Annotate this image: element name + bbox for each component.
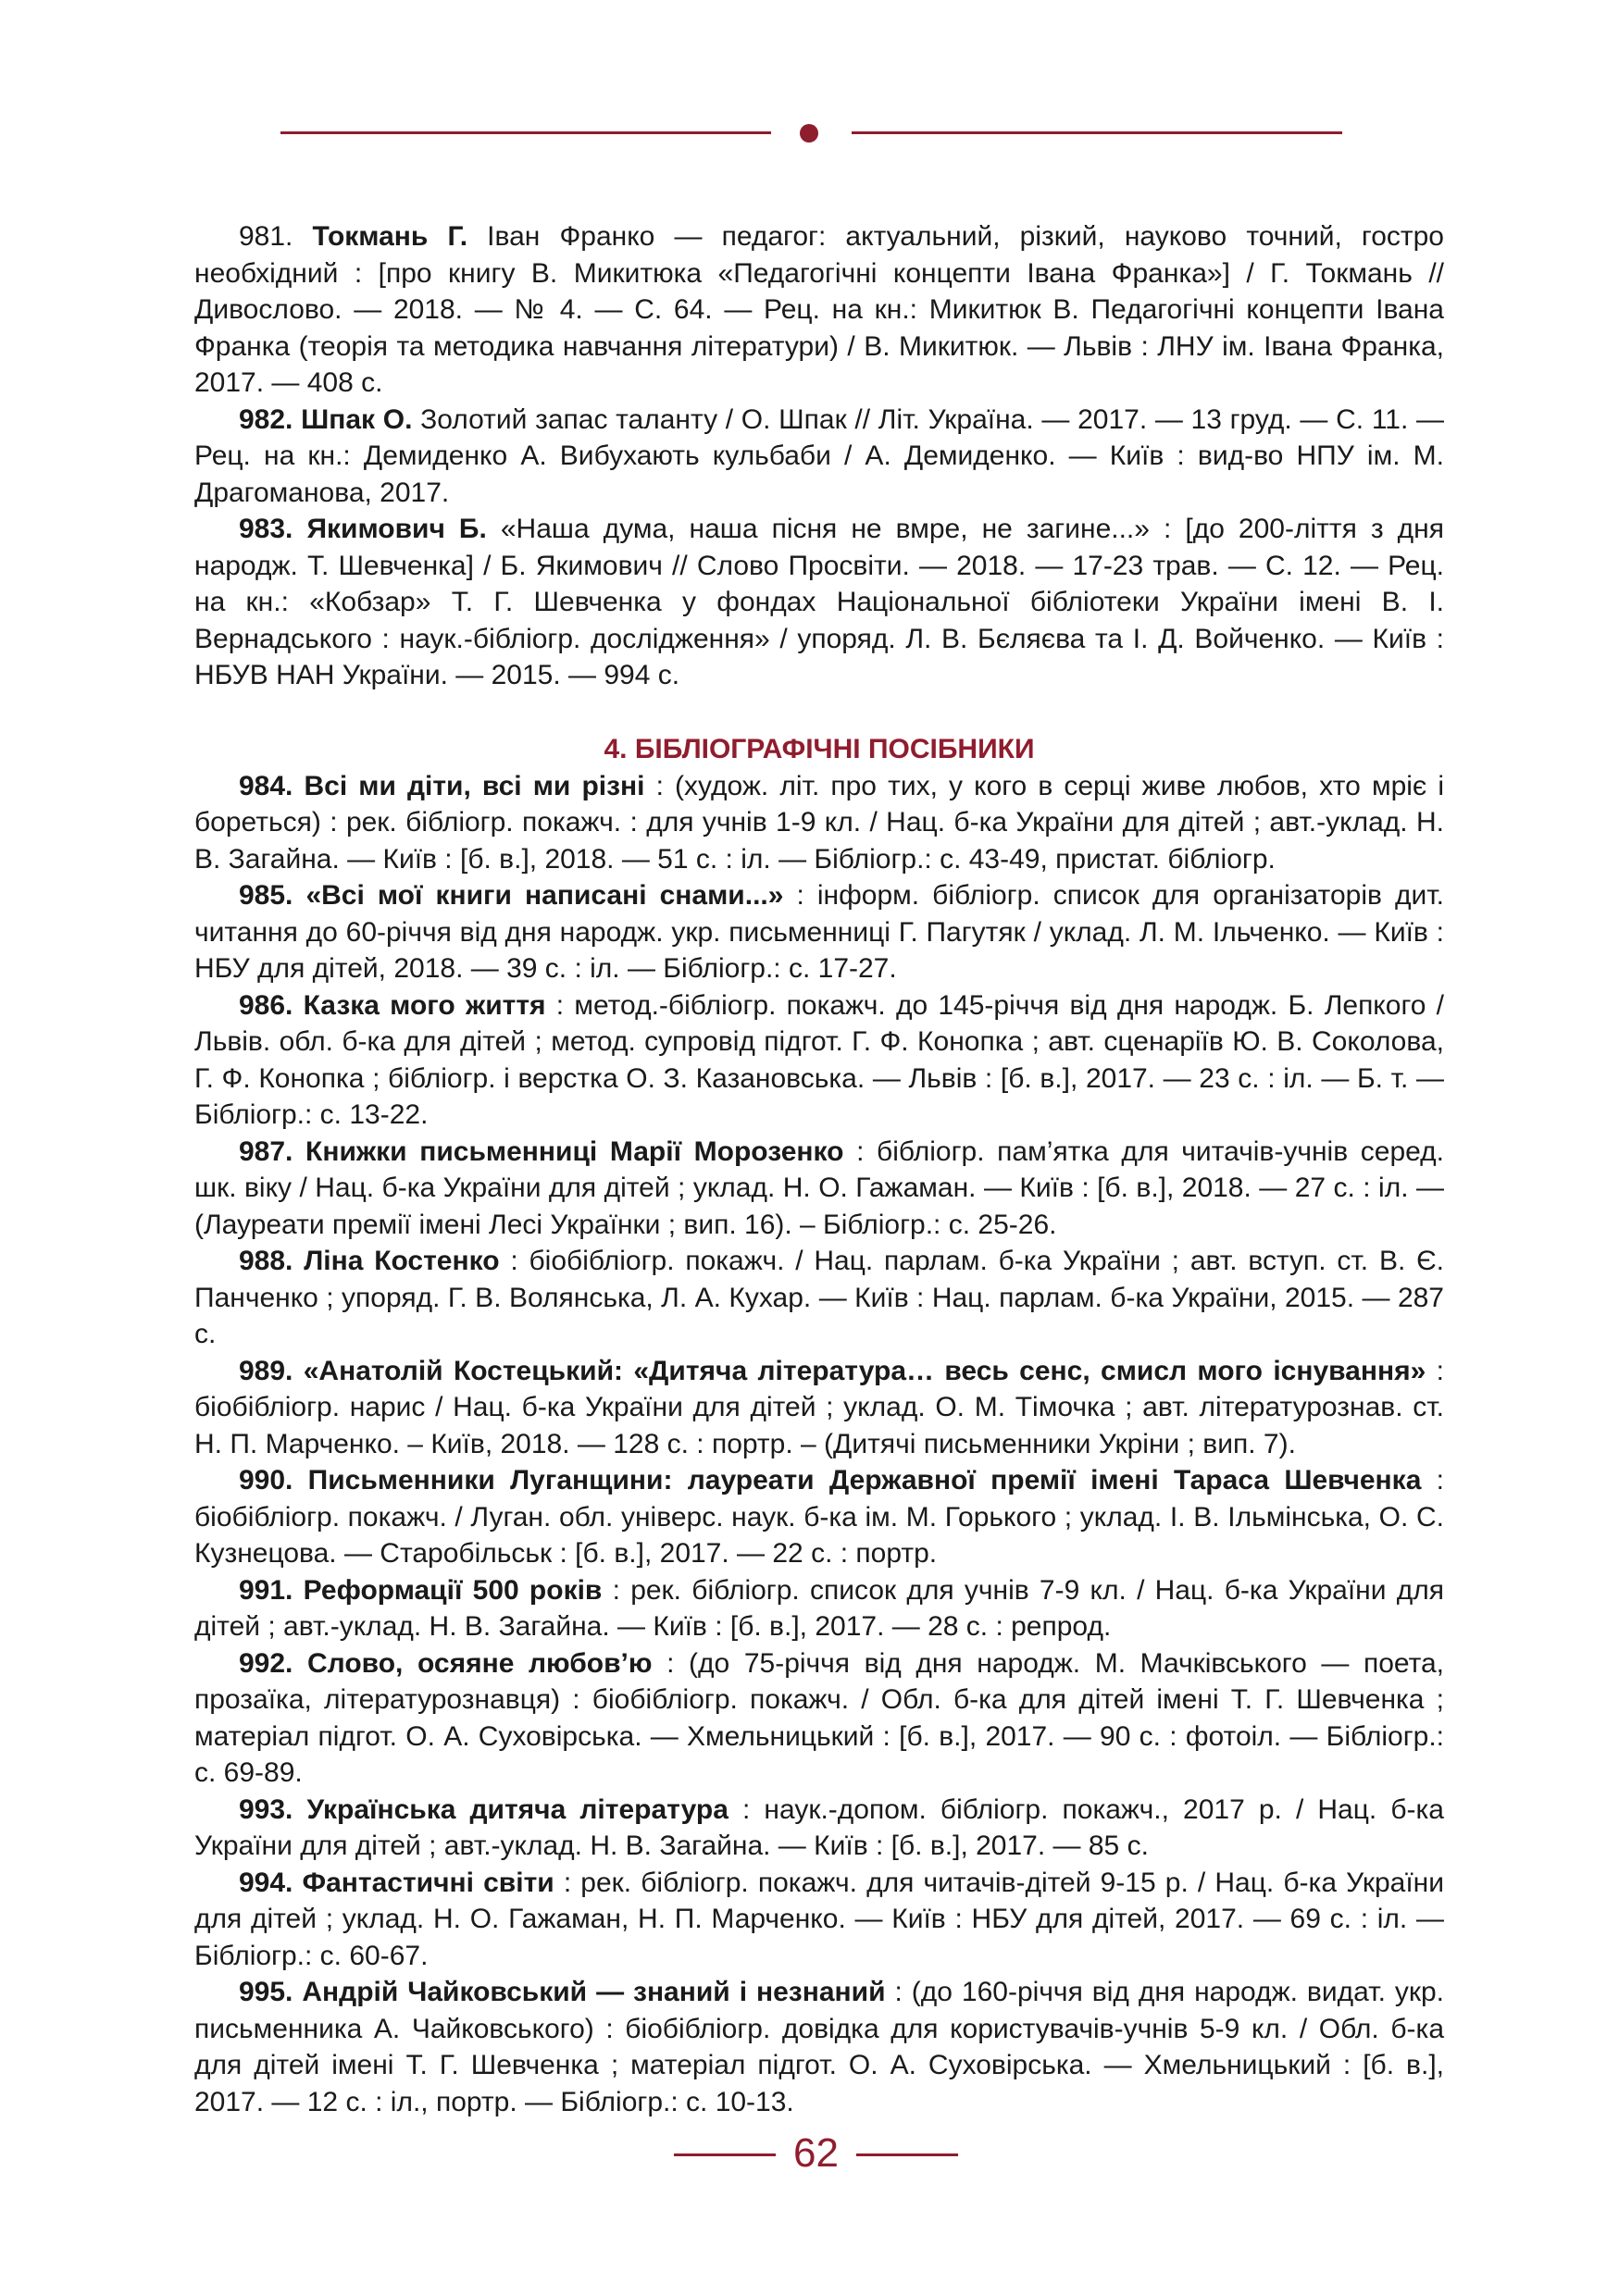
- bib-entry: [194, 1243, 1444, 1353]
- bib-entry: [194, 1353, 1444, 1463]
- entry-title: «Всі мої книги написані снами...»: [305, 880, 784, 911]
- entry-text: «Наша дума, наша пісня не вмре, не загине...» : [до 200-ліття з дня народж. Т. Шевченка] / Б. Якимович // Слово Просвіти. — 2018. — 17-23 трав. — С. 12. — Рец. на кн.: «Кобзар» Т. Г. Шевченка у фондах Національної бібліотеки України імені В. І. Вернадського : наук.-бібліогр. дослідження» / упоряд. Л. В. Бєляєва та І. Д. Войченко. — Київ : НБУВ НАН України. — 2015. — 994 с.: [194, 514, 1444, 690]
- page-number: 62: [793, 2130, 839, 2176]
- bib-entry: [194, 768, 1444, 878]
- entry-number: 987.: [239, 1136, 293, 1167]
- entry-title: Реформації 500 років: [303, 1574, 603, 1606]
- entry-number: 992.: [239, 1647, 293, 1679]
- bib-entry: [194, 1572, 1444, 1645]
- entry-title: «Анатолій Костецький: «Дитяча література… весь сенс, смисл мого існування»: [303, 1355, 1426, 1386]
- entry-text: : біобібліогр. покажч. / Луган. обл. універс. наук. б-ка ім. М. Горького ; уклад. І. В. Ільмінська, О. С. Кузнецова. — Старобільськ : [б. в.], 2017. — 22 с. : портр.: [194, 1465, 1445, 1569]
- header-dot-ornament: [800, 124, 818, 143]
- entry-title: Книжки письменниці Марії Морозенко: [305, 1136, 844, 1167]
- header-rule-left: [280, 131, 771, 134]
- bib-entry: [194, 402, 1444, 512]
- entry-number: 985.: [239, 880, 293, 911]
- entry-author: Шпак О.: [301, 403, 413, 435]
- entry-author: Якимович Б.: [306, 514, 487, 544]
- entry-number: 995.: [239, 1977, 293, 2007]
- bib-entry: [194, 1462, 1444, 1572]
- entry-number: 989.: [239, 1355, 293, 1386]
- entry-text: : біобібліогр. нарис / Нац. б-ка України для дітей ; уклад. О. М. Тімочка ; авт. літературознав. ст. Н. П. Марченко. – Київ, 2018. — 128 с. : портр. – (Дитячі письменники Укріни ; вип. 7).: [194, 1355, 1444, 1459]
- footer-rule-right: [856, 2153, 958, 2156]
- entry-text: : (худож. літ. про тих, у кого в серці живе любов, хто мріє і бореться) : рек. бібліогр. покажч. : для учнів 1-9 кл. / Нац. б-ка України для дітей ; авт.-уклад. Н. В. Загайна. — Київ : [б. в.], 2018. — 51 с. : іл. — Бібліогр.: с. 43-49, пристат. бібліогр.: [194, 770, 1444, 875]
- entry-text: : біобібліогр. покажч. / Нац. парлам. б-ка України ; авт. вступ. ст. В. Є. Панченко ; упоряд. Г. В. Волянська, Л. А. Кухар. — Київ : Нац. парлам. б-ка України, 2015. — 287 с.: [194, 1246, 1444, 1349]
- entry-text: : бібліогр. пам’ятка для читачів-учнів серед. шк. віку / Нац. б-ка України для дітей ; уклад. Н. О. Гажаман. — Київ : [б. в.], 2018. — 27 с. : іл. — (Лауреати премії імені Лесі Українки ; вип. 16). – Бібліогр.: с. 25-26.: [194, 1136, 1444, 1240]
- entry-title: Ліна Костенко: [304, 1246, 500, 1276]
- bib-entry: [194, 1865, 1444, 1975]
- entries-group-reviews: [194, 218, 1444, 694]
- entry-title: Письменники Луганщини: лауреати Державної премії імені Тараса Шевченка: [307, 1465, 1422, 1496]
- entry-author: Токмань Г.: [312, 221, 468, 252]
- entry-text: : рек. бібліогр. список для учнів 7-9 кл. / Нац. б-ка України для дітей ; авт.-уклад. Н. В. Загайна. — Київ : [б. в.], 2017. — 28 с. : репрод.: [194, 1574, 1444, 1642]
- footer-rule-left: [674, 2153, 776, 2156]
- bib-entry: [194, 1134, 1444, 1244]
- entry-number: 986.: [239, 989, 293, 1021]
- entry-title: Слово, осяяне любов’ю: [307, 1647, 653, 1679]
- entry-text: : метод.-бібліогр. покажч. до 145-річчя від дня народж. Б. Лепкого / Львів. обл. б-ка для дітей ; метод. супровід підгот. Г. Ф. Конопка ; авт. сценаріїв Ю. В. Соколова, Г. Ф. Конопка ; бібліогр. і верстка О. З. Казановська. — Львів : [б. в.], 2017. — 23 с. : іл. — Б. т. — Бібліогр.: с. 13-22.: [194, 989, 1444, 1130]
- bib-entry: [194, 987, 1444, 1134]
- entry-number: 990.: [239, 1465, 293, 1496]
- header-rule-right: [852, 131, 1342, 134]
- entry-number: 981.: [239, 221, 293, 252]
- entry-number: 991.: [239, 1574, 293, 1606]
- bib-entry: [194, 877, 1444, 987]
- entry-title: Фантастичні світи: [302, 1867, 554, 1898]
- bib-entry: [194, 1645, 1444, 1792]
- entry-number: 984.: [239, 770, 293, 801]
- entries-group-bibliographies: [194, 768, 1444, 2121]
- entry-text: Іван Франко — педагог: актуальний, різкий, науково точний, гостро необхідний : [про книгу В. Микитюка «Педагогічні концепти Івана Франка»] / Г. Токмань // Дивослово. — 2018. — № 4. — С. 64. — Рец. на кн.: Микитюк В. Педагогічні концепти Івана Франка (теорія та методика навчання літератури) / В. Микитюк. — Львів : ЛНУ ім. Івана Франка, 2017. — 408 с.: [194, 221, 1444, 398]
- entry-title: Всі ми діти, всі ми різні: [304, 770, 645, 801]
- entry-number: 982.: [239, 403, 293, 435]
- entry-text: : рек. бібліогр. покажч. для читачів-дітей 9-15 р. / Нац. б-ка України для дітей ; уклад. Н. О. Гажаман, Н. П. Марченко. — Київ : НБУ для дітей, 2017. — 69 с. : іл. — Бібліогр.: с. 60-67.: [194, 1867, 1444, 1971]
- entry-number: 994.: [239, 1867, 293, 1898]
- bib-entry: [194, 218, 1444, 402]
- entry-title: Казка мого життя: [303, 989, 546, 1021]
- entry-text: : (до 160-річчя від дня народж. видат. укр. письменника А. Чайковського) : біобібліогр. довідка для користувачів-учнів 5-9 кл. / Обл. б-ка для дітей імені Т. Г. Шевченка ; матеріал підгот. О. А. Суховірська. — Хмельницький : [б. в.], 2017. — 12 с. : іл., портр. — Бібліогр.: с. 10-13.: [194, 1977, 1445, 2117]
- bib-entry: [194, 511, 1444, 694]
- entry-text: Золотий запас таланту / О. Шпак // Літ. Україна. — 2017. — 13 груд. — С. 11. — Рец. на кн.: Демиденко А. Вибухають кульбаби / А. Демиденко. — Київ : вид-во НПУ ім. М. Драгоманова, 2017.: [194, 403, 1444, 508]
- bib-entry: [194, 1974, 1444, 2120]
- section-title: 4. БІБЛІОГРАФІЧНІ ПОСІБНИКИ: [604, 733, 1035, 764]
- entry-text: : (до 75-річчя від дня народж. М. Мачківського — поета, прозаїка, літературознавця) : біобібліогр. покажч. / Обл. б-ка для дітей імені Т. Г. Шевченка ; матеріал підгот. О. А. Суховірська. — Хмельницький : [б. в.], 2017. — 90 с. : фотоіл. — Бібліогр.: с. 69-89.: [194, 1647, 1445, 1788]
- entry-text: : інформ. бібліогр. список для організаторів дит. читання до 60-річчя від дня народж. укр. письменниці Г. Пагутяк / уклад. Л. М. Ільченко. — Київ : НБУ для дітей, 2018. — 39 с. : іл. — Бібліогр.: с. 17-27.: [194, 880, 1444, 984]
- bib-entry: [194, 1792, 1444, 1865]
- page-content: [194, 218, 1444, 2120]
- entry-title: Андрій Чайковський — знаний і незнаний: [302, 1977, 886, 2007]
- entry-title: Українська дитяча література: [306, 1793, 729, 1825]
- entry-number: 993.: [239, 1793, 293, 1825]
- entry-number: 983.: [239, 514, 293, 544]
- entry-number: 988.: [239, 1246, 293, 1276]
- entry-text: : наук.-допом. бібліогр. покажч., 2017 р. / Нац. б-ка України для дітей ; авт.-уклад. Н. В. Загайна. — Київ : [б. в.], 2017. — 85 с.: [194, 1793, 1444, 1861]
